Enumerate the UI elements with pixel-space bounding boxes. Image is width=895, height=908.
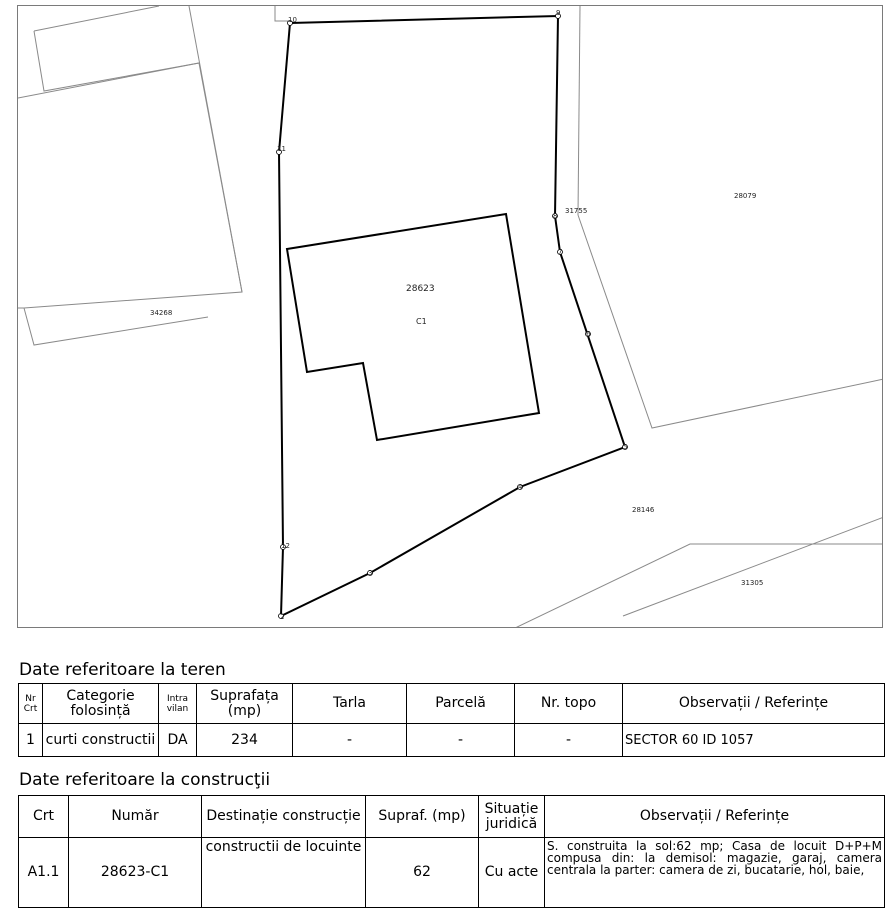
cell-supraf: 62: [366, 838, 479, 908]
header-crt: Crt: [19, 796, 69, 838]
point-label: 11: [277, 145, 286, 153]
cell-destinatie: constructii de locuinte: [202, 838, 366, 908]
header-suprafata: Suprafața (mp): [197, 684, 293, 724]
parcel-plan: [18, 6, 883, 628]
point-label: 12: [281, 542, 290, 550]
neighbor-id: 28079: [734, 192, 757, 200]
header-parcela: Parcelă: [407, 684, 515, 724]
cadastral-map: [17, 5, 883, 628]
vertex-markers: [277, 14, 628, 619]
cell-observatii: S. construita la sol:62 mp; Casa de locuit D+P+M compusa din: la demisol: magazie, garaj, camera centrala la parter: camera de zi, bucatarie, hol, baie,: [545, 838, 885, 908]
cell-parcela: -: [407, 724, 515, 757]
building-c1: [287, 214, 539, 440]
cell-nr-topo: -: [515, 724, 623, 757]
point-label: 7: [558, 248, 563, 256]
constructii-section-title: Date referitoare la construcţii: [19, 770, 271, 790]
teren-table: [18, 683, 885, 757]
neighbor-id: 31305: [741, 579, 764, 587]
parcel-boundary: [279, 16, 628, 616]
point-label: 5: [623, 443, 628, 451]
header-intravilan: Intra vilan: [159, 684, 197, 724]
header-destinatie: Destinație construcție: [202, 796, 366, 838]
cell-crt: A1.1: [19, 838, 69, 908]
teren-section-title: Date referitoare la teren: [19, 660, 226, 680]
constructii-table: [18, 795, 885, 908]
cell-observatii: SECTOR 60 ID 1057: [623, 724, 885, 757]
point-label: 9: [556, 9, 561, 17]
header-categorie: Categorie folosință: [43, 684, 159, 724]
neighbor-lines: [18, 6, 883, 628]
header-tarla: Tarla: [293, 684, 407, 724]
point-label: 6: [586, 330, 591, 338]
header-supraf: Supraf. (mp): [366, 796, 479, 838]
point-label: 10: [288, 16, 297, 24]
header-nr-topo: Nr. topo: [515, 684, 623, 724]
header-nr-crt: Nr Crt: [19, 684, 43, 724]
point-label: 4: [518, 483, 523, 491]
teren-header-row: [19, 684, 885, 724]
cell-situatie: Cu acte: [479, 838, 545, 908]
header-observatii: Observații / Referințe: [623, 684, 885, 724]
cell-intravilan: DA: [159, 724, 197, 757]
point-label: 3: [368, 569, 373, 577]
cell-tarla: -: [293, 724, 407, 757]
building-id: C1: [416, 317, 427, 326]
cell-nr: 1: [19, 724, 43, 757]
neighbor-id: 31755: [565, 207, 588, 215]
neighbor-id: 28146: [632, 506, 655, 514]
point-label: 2: [280, 613, 285, 621]
header-situatie: Situație juridică: [479, 796, 545, 838]
cell-categorie: curti constructii: [43, 724, 159, 757]
cell-suprafata: 234: [197, 724, 293, 757]
neighbor-id: 34268: [150, 309, 173, 317]
point-label: 8: [553, 212, 558, 220]
table-row: [19, 724, 885, 757]
table-row: [19, 838, 885, 908]
parcel-id: 28623: [406, 284, 435, 294]
header-observatii: Observații / Referințe: [545, 796, 885, 838]
header-numar: Număr: [69, 796, 202, 838]
constructii-header-row: [19, 796, 885, 838]
cell-numar: 28623-C1: [69, 838, 202, 908]
